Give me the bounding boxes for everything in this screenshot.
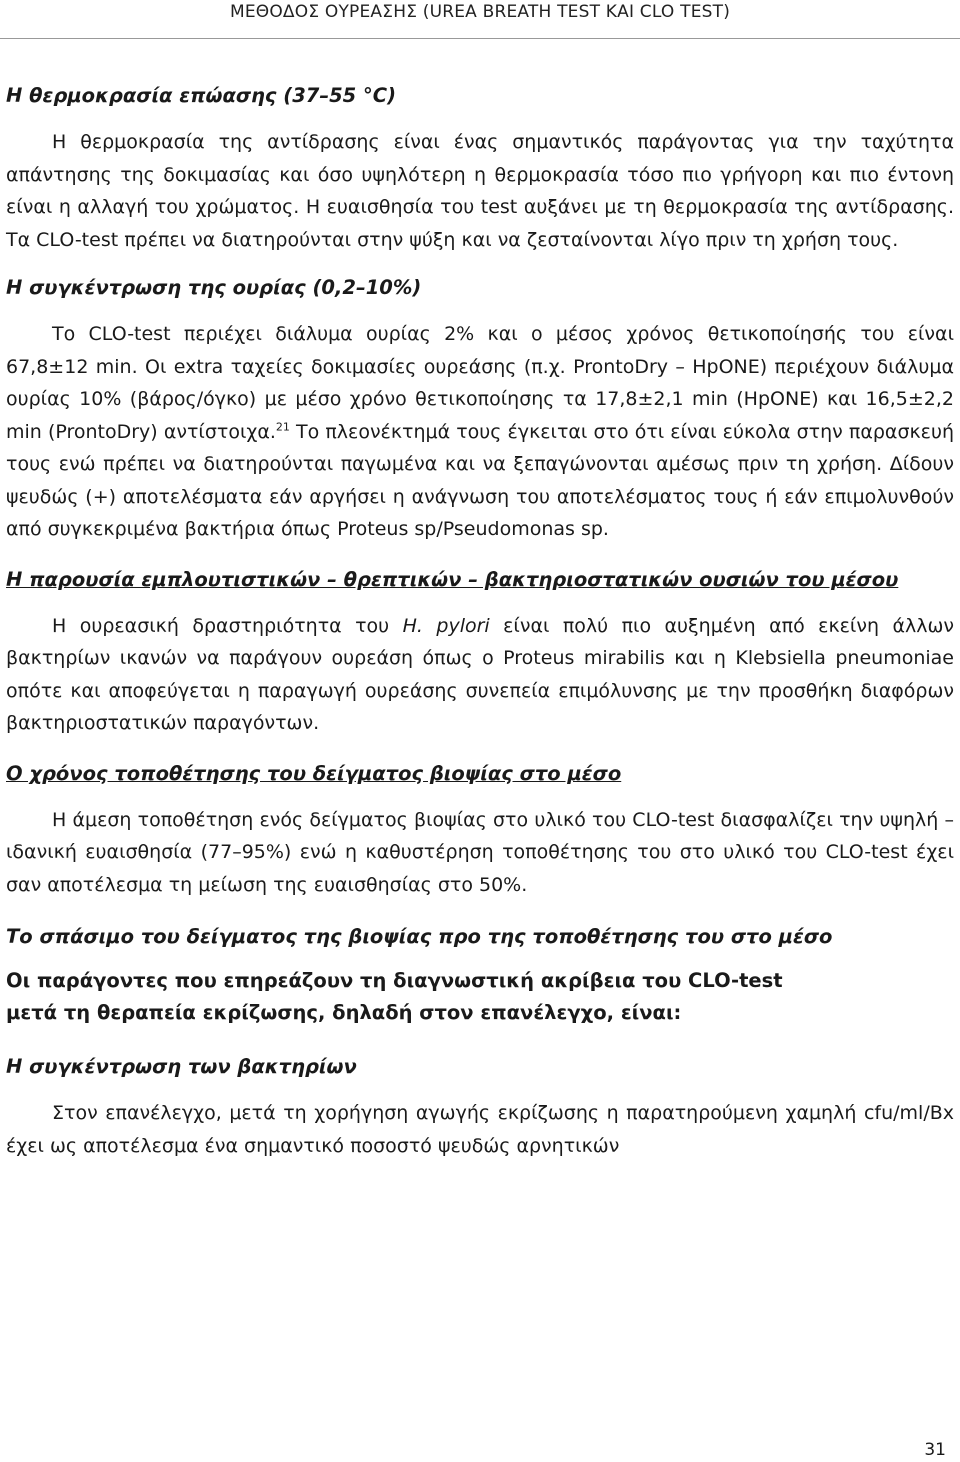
paragraph-enrichment-substances [6, 610, 954, 740]
header-divider [0, 38, 960, 39]
heading-sample-placement-time: Ο χρόνος τοποθέτησης του δείγματος βιοψίας στο μέσο [6, 761, 622, 785]
heading-enrichment-substances: Η παρουσία εμπλουτιστικών – θρεπτικών – βακτηριοστατικών ουσιών του μέσου [6, 567, 899, 591]
species-name: H. pylori [402, 614, 490, 637]
heading-factors-line-2: μετά τη θεραπεία εκρίζωσης, δηλαδή στον επανέλεγχο, είναι: [6, 1001, 682, 1024]
paragraph-incubation-temperature: Η θερμοκρασία της αντίδρασης είναι ένας σημαντικός παράγοντας για την ταχύτητα απάντησης της δοκιμασίας και όσο υψηλότερη η θερμοκρασία τόσο πιο γρήγορη και πιο έντονη είναι η αλλαγή του χρώματος. Η ευαισθησία του test αυξάνει με τη θερμοκρασία της αντίδρασης. Τα CLO-test πρέπει να διατηρούνται στην ψύξη και να ζεσταίνονται λίγο πριν τη χρήση τους. [6, 131, 954, 251]
paragraph-sample-placement-time: Η άμεση τοποθέτηση ενός δείγματος βιοψίας στο υλικό του CLO-test διασφαλίζει την υψηλή – ιδανική ευαισθησία (77–95%) ενώ η καθυστέρηση τοποθέτησης του στο υλικό του CLO-test έχει σαν αποτέλεσμα τη μείωση της ευαισθησίας στο 50%. [6, 808, 954, 896]
heading-incubation-temperature: Η θερμοκρασία επώασης (37–55 °C) [6, 84, 396, 107]
heading-sample-breaking: Το σπάσιμο του δείγματος της βιοψίας προ της τοποθέτησης του στο μέσο [6, 925, 833, 948]
reference-superscript: 21 [275, 420, 290, 434]
page-body [6, 80, 954, 1162]
heading-urea-concentration: Η συγκέντρωση της ουρίας (0,2–10%) [6, 276, 422, 299]
paragraph-urea-concentration [6, 318, 954, 546]
urea-text-part-2: Το πλεονέκτημά τους έγκειται στο ότι είναι εύκολα στην παρασκευή τους ενώ πρέπει να διατηρούνται παγωμένα και να ξεπαγώνονται αμέσως πριν τη χρήση. Δίδουν ψευδώς (+) αποτελέσματα εάν αργήσει η ανάγνωση του αποτελέσματος τους ή εάν επιμολυνθούν από συγκεκριμένα βακτήρια όπως Proteus sp/Pseudomonas sp. [6, 420, 954, 540]
enrich-text-part-1: Η ουρεασική δραστηριότητα του [52, 614, 403, 637]
paragraph-bacteria-concentration: Στον επανέλεγχο, μετά τη χορήγηση αγωγής εκρίζωσης η παρατηρούμενη χαμηλή cfu/ml/Bx έχει ως αποτέλεσμα ένα σημαντικό ποσοστό ψευδώς αρνητικών [6, 1102, 954, 1157]
running-header: ΜΕΘΟΔΟΣ ΟΥΡΕΑΣΗΣ (UREA BREATH TEST ΚΑΙ CLO TEST) [229, 2, 731, 22]
urea-text-part-1: Το CLO-test περιέχει διάλυμα ουρίας 2% και ο μέσος χρόνος θετικοποίησής του είναι 67,8±12 min. Οι extra ταχείες δοκιμασίες ουρεάσης (π.χ. ProntoDry – HpONE) περιέχουν διάλυμα ουρίας 10% (βάρος/όγκο) με μέσο χρόνο θετικοποίησης τα 17,8±2,1 min (HpONE) και 16,5±2,2 min (ProntoDry) αντίστοιχα. [6, 323, 954, 443]
page-number: 31 [924, 1440, 946, 1460]
enrich-text-part-2: είναι πολύ πιο αυξημένη από εκείνη άλλων βακτηρίων ικανών να παράγουν ουρεάση όπως ο Proteus mirabilis και η Klebsiella pneumoniae οπότε και αποφεύγεται η παραγωγή ουρεάσης συνεπεία επιμόλυνσης με την προσθήκη διαφόρων βακτηριοστατικών παραγόντων. [6, 614, 954, 734]
heading-factors-line-1: Οι παράγοντες που επηρεάζουν τη διαγνωστική ακρίβεια του CLO-test [6, 969, 783, 992]
heading-bacteria-concentration: Η συγκέντρωση των βακτηρίων [6, 1055, 357, 1078]
